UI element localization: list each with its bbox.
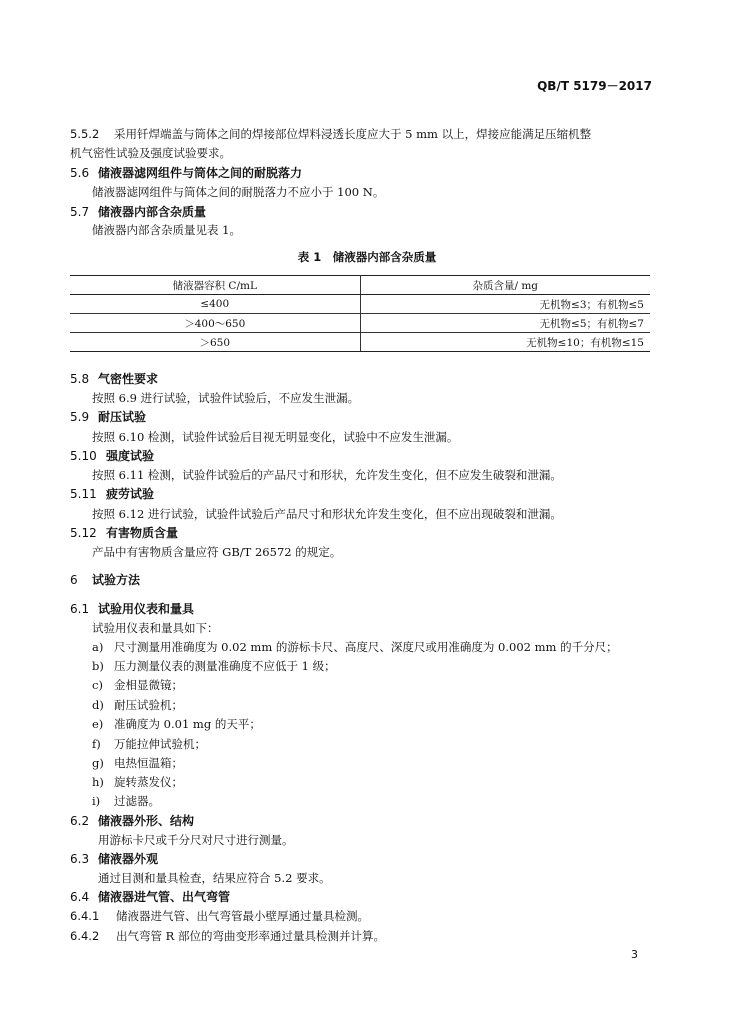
heading-number: 5.11 (70, 487, 97, 501)
clause-5-10-text: 按照 6.11 检测，试验件试验后的产品尺寸和形状，允许发生变化，但不应发生破裂和泄漏。 (92, 468, 562, 482)
heading-6 (70, 572, 140, 588)
heading-5-11 (70, 486, 154, 502)
heading-title: 试验方法 (92, 573, 141, 587)
heading-title: 疲劳试验 (106, 487, 155, 501)
standard-number: QB/T 5179－2017 (537, 79, 652, 93)
heading-6-3 (70, 851, 158, 867)
table-row (70, 295, 650, 314)
table-row (70, 333, 650, 352)
list-item-label: e) (92, 717, 104, 731)
list-item-text: 压力测量仪表的测量准确度不应低于 1 级； (114, 659, 336, 673)
clause-text: 出气弯管 R 部位的弯曲变形率通过量具检测并计算。 (116, 929, 385, 943)
clause-5-9-text: 按照 6.10 检测，试验件试验后目视无明显变化，试验中不应发生泄漏。 (92, 430, 459, 444)
clause-number: 6.4.2 (70, 929, 100, 943)
clause-6-4-1 (70, 908, 369, 924)
table-header-row (70, 276, 650, 295)
clause-text: 储液器进气管、出气弯管最小壁厚通过量具检测。 (116, 909, 369, 923)
heading-title: 气密性要求 (98, 372, 159, 386)
heading-5-8 (70, 371, 158, 387)
heading-number: 5.7 (70, 205, 90, 219)
heading-title: 强度试验 (106, 449, 155, 463)
list-item-text: 金相显微镜； (114, 678, 183, 692)
heading-5-6 (70, 165, 302, 181)
heading-6-2 (70, 813, 194, 829)
clause-6-4-2 (70, 928, 385, 944)
list-item (92, 736, 206, 752)
table-row (70, 314, 650, 333)
list-item (92, 639, 618, 655)
cell-impurity: 无机物≤5；有机物≤7 (360, 314, 650, 333)
heading-5-10 (70, 448, 154, 464)
heading-title: 储液器外观 (98, 852, 159, 866)
clause-5-11-text: 按照 6.12 进行试验，试验件试验后产品尺寸和形状允许发生变化，但不应出现破裂和泄漏。 (92, 507, 562, 521)
heading-number: 5.12 (70, 526, 97, 540)
list-item-label: i) (92, 794, 101, 808)
clause-5-12-text: 产品中有害物质含量应符 GB/T 26572 的规定。 (92, 545, 342, 559)
heading-6-1 (70, 601, 194, 617)
clause-6-1-intro: 试验用仪表和量具如下： (92, 621, 219, 635)
table-caption: 表 1 储液器内部含杂质量 (297, 250, 437, 264)
heading-5-7 (70, 204, 206, 220)
impurity-table (70, 275, 650, 352)
heading-number: 5.10 (70, 449, 97, 463)
list-item-text: 电热恒温箱； (114, 756, 183, 770)
list-item-text: 耐压试验机； (114, 698, 183, 712)
column-header-volume: 储液器容积 C/mL (70, 276, 360, 295)
list-item-label: a) (92, 640, 104, 654)
heading-title: 储液器进气管、出气弯管 (98, 890, 231, 904)
clause-5-5-2 (70, 126, 591, 142)
heading-title: 试验用仪表和量具 (98, 602, 195, 616)
heading-title: 有害物质含量 (106, 526, 179, 540)
list-item-label: f) (92, 737, 101, 751)
heading-number: 6 (70, 573, 78, 587)
heading-number: 6.3 (70, 852, 90, 866)
list-item (92, 697, 183, 713)
list-item-text: 万能拉伸试验机； (114, 737, 206, 751)
heading-number: 6.4 (70, 890, 90, 904)
heading-number: 5.9 (70, 410, 90, 424)
list-item-label: c) (92, 678, 103, 692)
list-item (92, 716, 261, 732)
cell-impurity: 无机物≤3；有机物≤5 (360, 295, 650, 314)
page-number: 3 (631, 948, 638, 961)
heading-title: 耐压试验 (98, 410, 147, 424)
list-item (92, 774, 183, 790)
clause-text: 采用钎焊端盖与筒体之间的焊接部位焊料浸透长度应大于 5 mm 以上，焊接应能满足压缩机整 (114, 127, 592, 141)
heading-5-9 (70, 409, 146, 425)
cell-volume: ＞400～650 (70, 314, 360, 333)
clause-5-7-text: 储液器内部含杂质量见表 1。 (92, 223, 241, 237)
clause-number: 6.4.1 (70, 909, 100, 923)
list-item-label: g) (92, 756, 104, 770)
clause-number: 5.5.2 (70, 127, 100, 141)
heading-title: 储液器外形、结构 (98, 814, 195, 828)
list-item-label: b) (92, 659, 104, 673)
list-item (92, 658, 336, 674)
list-item-label: d) (92, 698, 104, 712)
list-item-text: 准确度为 0.01 mg 的天平； (114, 717, 261, 731)
list-item-text: 尺寸测量用准确度为 0.02 mm 的游标卡尺、高度尺、深度尺或用准确度为 0.002 mm 的千分尺； (114, 640, 618, 654)
heading-5-12 (70, 525, 178, 541)
heading-title: 储液器内部含杂质量 (98, 205, 207, 219)
clause-5-8-text: 按照 6.9 进行试验，试验件试验后，不应发生泄漏。 (92, 391, 360, 405)
heading-number: 5.8 (70, 372, 90, 386)
heading-number: 6.1 (70, 602, 90, 616)
list-item (92, 793, 160, 809)
heading-number: 6.2 (70, 814, 90, 828)
clause-5-6-text: 储液器滤网组件与筒体之间的耐脱落力不应小于 100 N。 (92, 185, 385, 199)
list-item-label: h) (92, 775, 104, 789)
heading-number: 5.6 (70, 166, 90, 180)
list-item-text: 过滤器。 (114, 794, 160, 808)
column-header-impurity: 杂质含量/ mg (360, 276, 650, 295)
cell-impurity: 无机物≤10；有机物≤15 (360, 333, 650, 352)
clause-6-2-text: 用游标卡尺或千分尺对尺寸进行测量。 (98, 833, 294, 847)
list-item (92, 755, 183, 771)
clause-5-5-2-cont: 机气密性试验及强度试验要求。 (70, 146, 231, 160)
heading-6-4 (70, 889, 230, 905)
clause-6-3-text: 通过目测和量具检查，结果应符合 5.2 要求。 (98, 871, 331, 885)
cell-volume: ≤400 (70, 295, 360, 314)
list-item (92, 677, 183, 693)
list-item-text: 旋转蒸发仪； (114, 775, 183, 789)
cell-volume: ＞650 (70, 333, 360, 352)
heading-title: 储液器滤网组件与筒体之间的耐脱落力 (98, 166, 303, 180)
